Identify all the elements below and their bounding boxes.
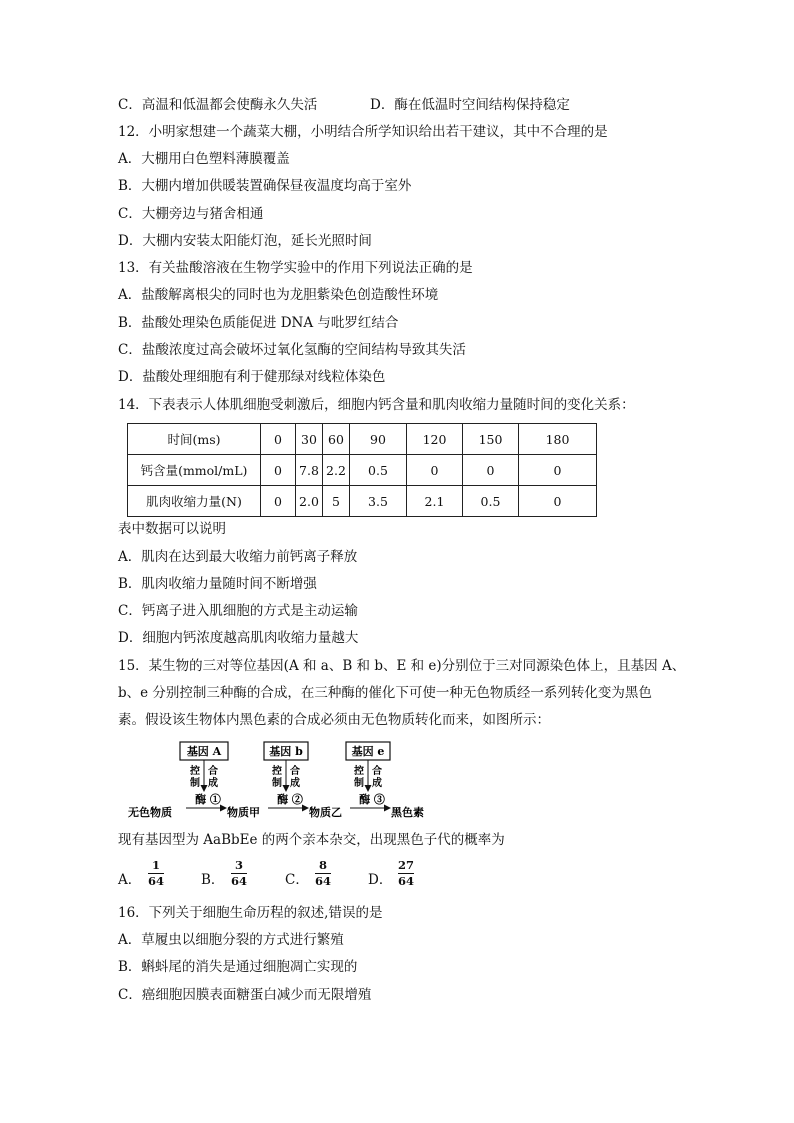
table-header-cell: 150 bbox=[463, 424, 519, 455]
gene-e-label: 基因 e bbox=[351, 745, 385, 758]
option-label: C． bbox=[285, 872, 309, 888]
table-header-cell: 120 bbox=[407, 424, 463, 455]
q14-option-d: D．细胞内钙浓度越高肌肉收缩力量越大 bbox=[118, 630, 359, 646]
table-header-cell: 30 bbox=[296, 424, 323, 455]
table-cell: 0 bbox=[261, 486, 296, 517]
substance-melanin: 黑色素 bbox=[391, 806, 424, 819]
q14-option-a: A．肌肉在达到最大收缩力前钙离子释放 bbox=[118, 549, 358, 565]
q15-stem-line1: 15．某生物的三对等位基因(A 和 a、B 和 b、E 和 e)分别位于三对同源染色体上，且基因 A、 bbox=[118, 658, 686, 674]
table-row bbox=[128, 486, 597, 517]
table-cell: 0 bbox=[407, 455, 463, 486]
q16-option-c: C．癌细胞因膜表面糖蛋白减少而无限增殖 bbox=[118, 987, 372, 1003]
table-cell: 0 bbox=[519, 455, 597, 486]
fraction bbox=[398, 858, 414, 889]
denominator: 64 bbox=[148, 874, 165, 888]
q12-option-a: A．大棚用白色塑料薄膜覆盖 bbox=[118, 151, 290, 167]
table-cell: 0.5 bbox=[350, 455, 407, 486]
table-header-cell: 时间(ms) bbox=[128, 424, 261, 455]
q13-stem: 13．有关盐酸溶液在生物学实验中的作用下列说法正确的是 bbox=[118, 260, 473, 276]
control-label-2: 控制 bbox=[272, 766, 282, 789]
table-cell: 2.2 bbox=[323, 455, 350, 486]
q14-note: 表中数据可以说明 bbox=[118, 521, 226, 537]
q13-option-d: D．盐酸处理细胞有利于健那绿对线粒体染色 bbox=[118, 369, 386, 385]
control-label-1: 控制 bbox=[190, 766, 200, 789]
numerator: 27 bbox=[398, 858, 415, 872]
q13-option-a: A．盐酸解离根尖的同时也为龙胆紫染色创造酸性环境 bbox=[118, 287, 439, 303]
q16-option-b: B．蝌蚪尾的消失是通过细胞凋亡实现的 bbox=[118, 959, 358, 975]
table-cell: 钙含量(mmol/mL) bbox=[128, 455, 261, 486]
denominator: 64 bbox=[231, 874, 248, 888]
q15-question: 现有基因型为 AaBbEe 的两个亲本杂交，出现黑色子代的概率为 bbox=[118, 832, 505, 848]
q14-option-b: B．肌肉收缩力量随时间不断增强 bbox=[118, 576, 317, 592]
table-cell: 肌肉收缩力量(N) bbox=[128, 486, 261, 517]
q14-data-table bbox=[127, 423, 597, 517]
gene-box-e bbox=[346, 742, 390, 760]
control-label-3: 控制 bbox=[354, 766, 364, 789]
gene-b-label: 基因 b bbox=[269, 745, 303, 758]
option-label: A． bbox=[118, 872, 142, 888]
pathway-diagram bbox=[128, 738, 448, 824]
gene-box-a bbox=[180, 742, 228, 760]
q12-option-d: D．大棚内安装太阳能灯泡，延长光照时间 bbox=[118, 233, 372, 249]
q14-stem: 14．下表表示人体肌细胞受刺激后，细胞内钙含量和肌肉收缩力量随时间的变化关系： bbox=[118, 397, 635, 413]
q16-stem: 16．下列关于细胞生命历程的叙述,错误的是 bbox=[118, 905, 383, 921]
table-cell: 2.1 bbox=[407, 486, 463, 517]
numerator: 8 bbox=[318, 858, 327, 872]
fraction bbox=[148, 858, 164, 889]
table-header-cell: 180 bbox=[519, 424, 597, 455]
gene-box-b bbox=[264, 742, 308, 760]
table-header-cell: 90 bbox=[350, 424, 407, 455]
enzyme-2-label: 酶 ② bbox=[277, 793, 303, 806]
q16-option-a: A．草履虫以细胞分裂的方式进行繁殖 bbox=[118, 932, 344, 948]
table-row bbox=[128, 455, 597, 486]
gene-a-label: 基因 A bbox=[186, 745, 222, 758]
table-cell: 7.8 bbox=[296, 455, 323, 486]
table-row bbox=[128, 424, 597, 455]
q13-option-c: C．盐酸浓度过高会破坏过氧化氢酶的空间结构导致其失活 bbox=[118, 342, 466, 358]
numerator: 3 bbox=[234, 858, 243, 872]
enzyme-3-label: 酶 ③ bbox=[359, 793, 385, 806]
synthesis-label-1: 合成 bbox=[208, 766, 218, 789]
option-label: B． bbox=[201, 872, 225, 888]
fraction bbox=[231, 858, 247, 889]
q11-option-c: C．高温和低温都会使酶永久失活 bbox=[118, 97, 318, 113]
table-cell: 0.5 bbox=[463, 486, 519, 517]
option-label: D． bbox=[368, 872, 393, 888]
q12-stem: 12．小明家想建一个蔬菜大棚，小明结合所学知识给出若干建议，其中不合理的是 bbox=[118, 124, 608, 140]
fraction bbox=[315, 858, 331, 889]
table-cell: 0 bbox=[519, 486, 597, 517]
q12-option-b: B．大棚内增加供暖装置确保昼夜温度均高于室外 bbox=[118, 178, 412, 194]
table-cell: 2.0 bbox=[296, 486, 323, 517]
substance-colorless: 无色物质 bbox=[128, 806, 172, 819]
q11-option-d: D．酶在低温时空间结构保持稳定 bbox=[370, 97, 570, 113]
table-cell: 0 bbox=[463, 455, 519, 486]
q15-stem-line2: b、e 分别控制三种酶的合成，在三种酶的催化下可使一种无色物质经一系列转化变为黑色 bbox=[118, 685, 652, 701]
table-cell: 5 bbox=[323, 486, 350, 517]
q12-option-c: C．大棚旁边与猪舍相通 bbox=[118, 206, 264, 222]
table-header-cell: 0 bbox=[261, 424, 296, 455]
q13-option-b: B．盐酸处理染色质能促进 DNA 与吡罗红结合 bbox=[118, 315, 399, 331]
table-header-cell: 60 bbox=[323, 424, 350, 455]
denominator: 64 bbox=[315, 874, 332, 888]
denominator: 64 bbox=[398, 874, 415, 888]
q14-option-c: C．钙离子进入肌细胞的方式是主动运输 bbox=[118, 603, 358, 619]
numerator: 1 bbox=[151, 858, 160, 872]
substance-a: 物质甲 bbox=[227, 806, 260, 819]
table-cell: 3.5 bbox=[350, 486, 407, 517]
synthesis-label-3: 合成 bbox=[372, 766, 382, 789]
q15-stem-line3: 素。假设该生物体内黑色素的合成必须由无色物质转化而来，如图所示： bbox=[118, 712, 550, 728]
substance-b: 物质乙 bbox=[309, 806, 342, 819]
synthesis-label-2: 合成 bbox=[290, 766, 300, 789]
table-cell: 0 bbox=[261, 455, 296, 486]
enzyme-1-label: 酶 ① bbox=[195, 793, 221, 806]
